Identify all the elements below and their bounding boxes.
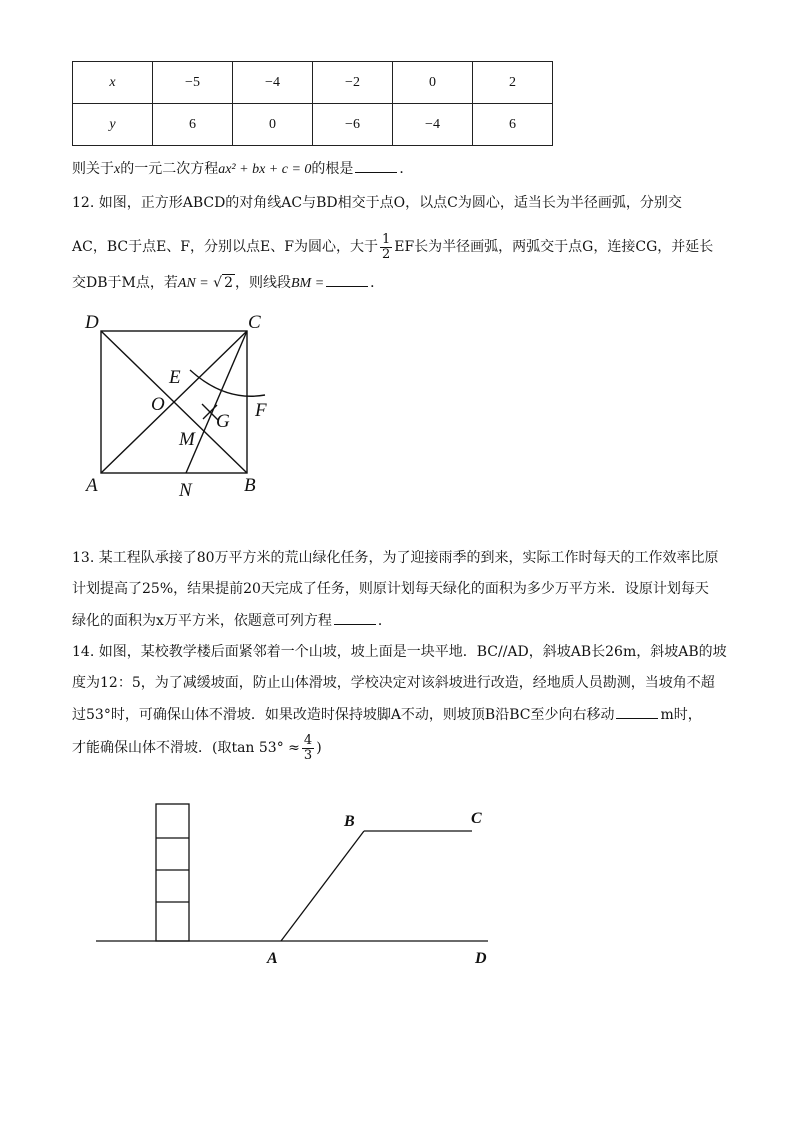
label-g: G xyxy=(216,411,230,432)
table-header-y: y xyxy=(73,104,153,146)
text: 则关于 xyxy=(72,161,114,177)
table-header-x: x xyxy=(73,62,153,104)
equation: ax² + bx + c = 0 xyxy=(218,162,312,177)
text: 交DB于M点，若 xyxy=(72,275,178,291)
table-cell: −6 xyxy=(313,104,393,146)
table-cell: 2 xyxy=(473,62,553,104)
sqrt-two: √ 2 xyxy=(213,275,233,291)
q13-line-3 xyxy=(72,610,732,631)
q14-line-3 xyxy=(72,704,732,725)
label-a: A xyxy=(86,475,98,496)
slope-ab xyxy=(281,831,364,941)
text: ． xyxy=(370,275,385,291)
table-cell: 0 xyxy=(393,62,473,104)
answer-blank[interactable] xyxy=(616,704,658,719)
label-e: E xyxy=(169,367,181,388)
table-cell: −5 xyxy=(153,62,233,104)
q14-line-2: 度为12：5，为了减缓坡面，防止山体滑坡，学校决定对该斜坡进行改造，经地质人员勘测，当坡角不超 xyxy=(72,675,715,691)
label-o: O xyxy=(151,394,165,415)
label-c: C xyxy=(471,810,482,827)
label-b: B xyxy=(344,813,355,830)
text: 的一元二次方程 xyxy=(120,161,219,177)
q12-line-1: 12. 如图，正方形ABCD的对角线AC与BD相交于点O，以点C为圆心，适当长为半径画弧，分别交 xyxy=(72,195,682,211)
label-d: D xyxy=(85,312,99,333)
label-d: D xyxy=(475,950,487,967)
table-cell: −4 xyxy=(393,104,473,146)
fraction-numerator: 1 xyxy=(381,231,391,247)
table-cell: −4 xyxy=(233,62,313,104)
fraction-numerator: 4 xyxy=(303,732,313,748)
table-cell: −2 xyxy=(313,62,393,104)
text: AC，BC于点E、F，分别以点E、F为圆心，大于 xyxy=(72,239,378,255)
text: EF长为半径画弧，两弧交于点G，连接CG，并延长 xyxy=(394,239,714,255)
text: 才能确保山体不滑坡．(取tan 53° ≈ xyxy=(72,740,300,756)
label-a: A xyxy=(267,950,278,967)
line-cn xyxy=(186,331,247,473)
label-c: C xyxy=(248,312,261,333)
label-m: M xyxy=(179,429,195,450)
school-building xyxy=(156,804,189,941)
fraction-denominator: 2 xyxy=(381,246,391,262)
an-expression: AN = xyxy=(177,276,209,291)
text: ． xyxy=(377,613,392,629)
text: 绿化的面积为x万平方米，依题意可列方程 xyxy=(72,613,332,629)
q14-line-4 xyxy=(72,728,732,768)
text: 的根是 xyxy=(311,161,354,177)
q13-line-2: 计划提高了25%，结果提前20天完成了任务，则原计划每天绿化的面积为多少万平方米．设原计划每天 xyxy=(72,581,709,597)
text: m时， xyxy=(660,707,702,723)
label-b: B xyxy=(244,475,256,496)
fraction-four-thirds xyxy=(302,734,314,763)
bm-expression: BM = xyxy=(291,276,325,291)
table-cell: 0 xyxy=(233,104,313,146)
q13-line-1: 13. 某工程队承接了80万平方米的荒山绿化任务，为了迎接雨季的到来，实际工作时每天的工作效率比原 xyxy=(72,550,719,566)
text: ) xyxy=(316,740,322,756)
label-n: N xyxy=(179,480,192,501)
table-cell: 6 xyxy=(153,104,233,146)
text: ，则线段 xyxy=(235,275,291,291)
text: ． xyxy=(399,161,414,177)
label-f: F xyxy=(255,400,267,421)
arc-ef xyxy=(190,370,265,396)
answer-blank[interactable] xyxy=(334,610,376,625)
radicand: 2 xyxy=(224,275,233,291)
var-x: x xyxy=(114,162,121,177)
q14-line-1: 14. 如图，某校教学楼后面紧邻着一个山坡，坡上面是一块平地．BC//AD，斜坡AB长26m，斜坡AB的坡 xyxy=(72,644,727,660)
table-cell: 6 xyxy=(473,104,553,146)
fraction-denominator: 3 xyxy=(303,747,313,763)
text: 过53°时，可确保山体不滑坡．如果改造时保持坡脚A不动，则坡顶B沿BC至少向右移动 xyxy=(72,707,615,723)
